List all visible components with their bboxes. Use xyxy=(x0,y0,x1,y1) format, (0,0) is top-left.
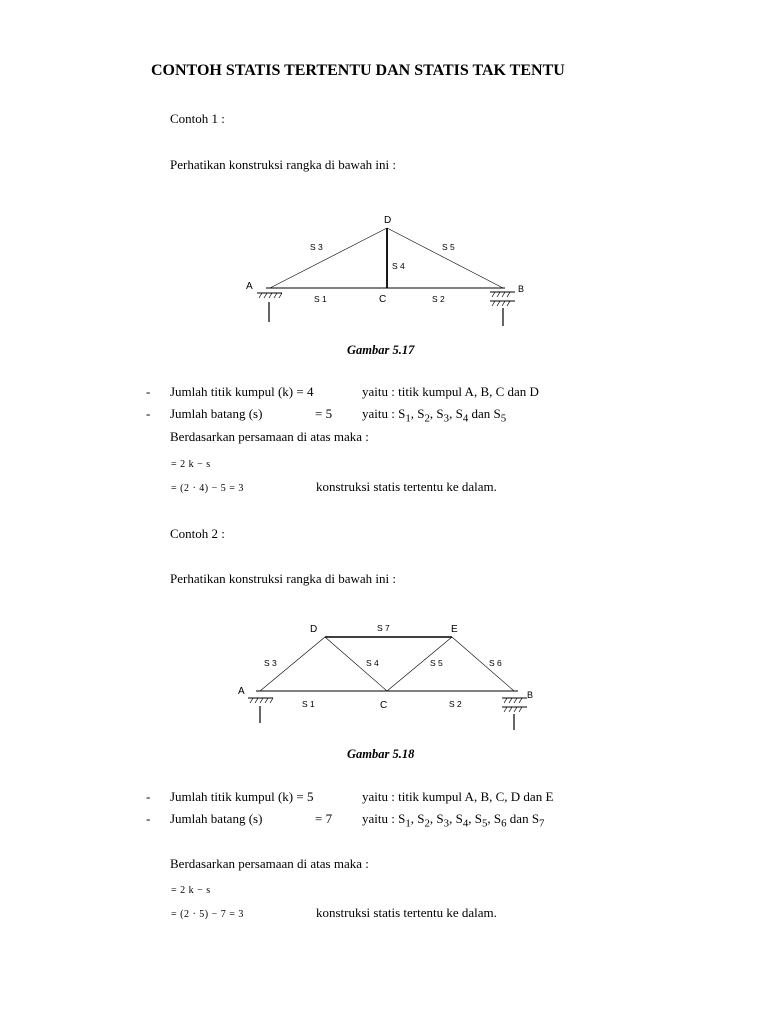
figure-caption-5-18: Gambar 5.18 xyxy=(347,747,415,761)
joint-count-text: Jumlah titik kumpul (k) = 4 xyxy=(170,384,314,399)
member-count-text: Jumlah batang (s) xyxy=(170,811,263,826)
node-a-label: A xyxy=(246,281,253,292)
equation-result: = (2 · 4) − 5 = 3 xyxy=(171,483,244,494)
equation-intro: Berdasarkan persamaan di atas maka : xyxy=(170,429,369,444)
bullet-dash: - xyxy=(146,384,151,399)
node-c-label: C xyxy=(379,294,387,305)
member-s3-label: S 3 xyxy=(310,242,323,252)
conclusion-text: konstruksi statis tertentu ke dalam. xyxy=(316,479,497,494)
member-count-value: = 7 xyxy=(315,811,333,826)
member-s1-label: S 1 xyxy=(314,294,327,304)
joint-list-text: yaitu : titik kumpul A, B, C, D dan E xyxy=(362,789,554,804)
joint-count-text: Jumlah titik kumpul (k) = 5 xyxy=(170,789,314,804)
example-1-intro: Perhatikan konstruksi rangka di bawah ini : xyxy=(170,157,397,172)
node-c-label: C xyxy=(380,700,388,711)
member-s2-label: S 2 xyxy=(449,699,462,709)
node-b-label: B xyxy=(527,690,534,700)
member-count-text: Jumlah batang (s) xyxy=(170,406,263,421)
example-1-label: Contoh 1 : xyxy=(170,111,225,126)
example-2-label: Contoh 2 : xyxy=(170,526,225,541)
member-count-value: = 5 xyxy=(315,406,333,421)
bullet-dash: - xyxy=(146,406,151,421)
node-d-label: D xyxy=(310,624,318,635)
member-s2-label: S 2 xyxy=(432,294,445,304)
page-title: CONTOH STATIS TERTENTU DAN STATIS TAK TENTU xyxy=(151,62,565,79)
joint-list-text: yaitu : titik kumpul A, B, C dan D xyxy=(362,384,539,399)
example-2-intro: Perhatikan konstruksi rangka di bawah ini : xyxy=(170,571,397,586)
node-b-label: B xyxy=(518,284,525,294)
equation-formula: = 2 k − s xyxy=(171,885,211,896)
equation-formula: = 2 k − s xyxy=(171,459,211,470)
member-s6-label: S 6 xyxy=(489,658,502,668)
node-e-label: E xyxy=(451,624,458,635)
member-s3-label: S 3 xyxy=(264,658,277,668)
node-d-label: D xyxy=(384,215,392,226)
member-s7-label: S 7 xyxy=(377,623,390,633)
conclusion-text: konstruksi statis tertentu ke dalam. xyxy=(316,905,497,920)
member-list-text: yaitu : $S_1$, $S_2$, $S_3$, $S_4$ dan $S_5$ xyxy=(362,406,507,425)
member-list-text: yaitu : $S_1$, $S_2$, $S_3$, $S_4$, $S_5$, $S_6$ dan $S_7$ xyxy=(362,811,545,830)
member-s4-label: S 4 xyxy=(392,261,405,271)
equation-result: = (2 · 5) − 7 = 3 xyxy=(171,909,244,920)
support-b xyxy=(502,698,527,730)
support-a xyxy=(248,698,273,723)
member-s6 xyxy=(452,637,514,691)
equation-intro: Berdasarkan persamaan di atas maka : xyxy=(170,856,369,871)
member-s5-label: S 5 xyxy=(442,242,455,252)
member-s4-label: S 4 xyxy=(366,658,379,668)
node-a-label: A xyxy=(238,686,245,697)
member-s5-label: S 5 xyxy=(430,658,443,668)
bullet-dash: - xyxy=(146,811,151,826)
figure-caption-5-17: Gambar 5.17 xyxy=(347,343,415,357)
member-s1-label: S 1 xyxy=(302,699,315,709)
bullet-dash: - xyxy=(146,789,151,804)
